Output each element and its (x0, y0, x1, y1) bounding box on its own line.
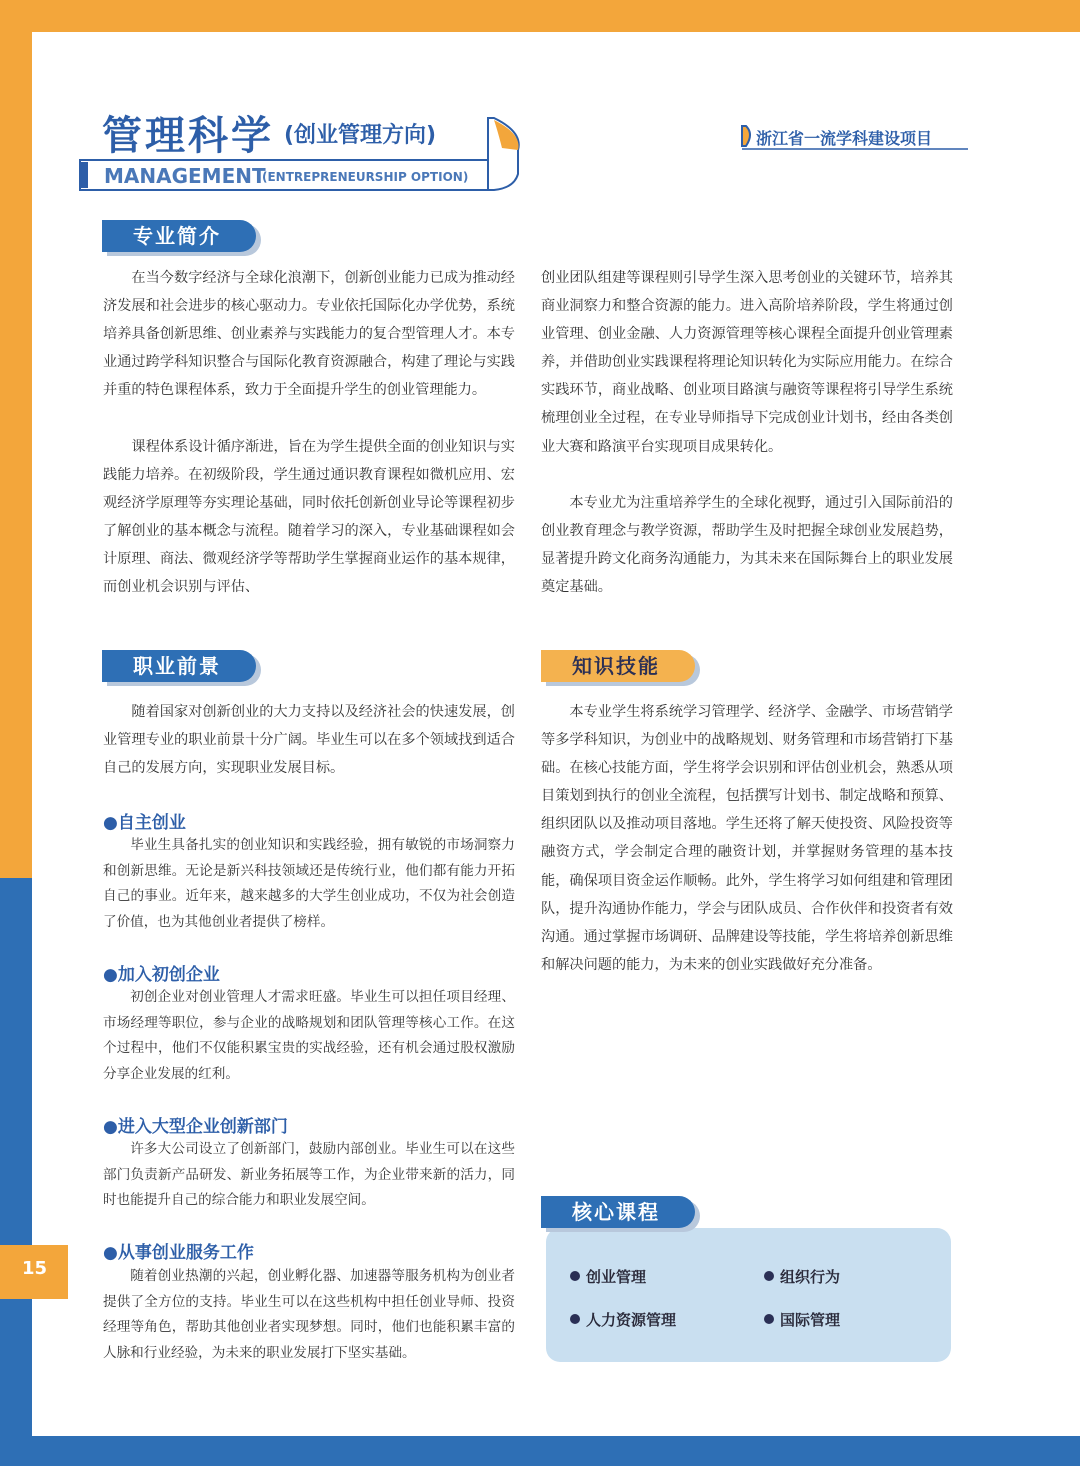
bullet-dot-icon (764, 1314, 774, 1324)
intro-paragraph-4: 本专业尤为注重培养学生的全球化视野，通过引入国际前沿的创业教育理念与教学资源，帮助学生及时把握全球创业发展趋势，显著提升跨文化商务沟通能力，为其未来在国际舞台上的职业发展奠定基础。 (541, 495, 953, 596)
bullet-dot-icon (570, 1314, 580, 1324)
bullet-dot-icon (764, 1271, 774, 1281)
career-item-text: 许多大公司设立了创新部门，鼓励内部创业。毕业生可以在这些部门负责新产品研发、新业务拓展等工作，为企业带来新的活力，同时也能提升自己的综合能力和职业发展空间。 (103, 1141, 515, 1209)
project-label: 浙江省一流学科建设项目 (756, 129, 933, 148)
section-heading-intro: 专业简介 (102, 220, 262, 258)
page-title: 管理科学 (102, 113, 274, 159)
core-course-item: 人力资源管理 (570, 1309, 676, 1330)
career-item-text: 随着创业热潮的兴起，创业孵化器、加速器等服务机构为创业者提供了全方位的支持。毕业生可以在这些机构中担任创业导师、投资经理等角色，帮助其他创业者实现梦想。同时，他们也能积累丰富的人脉和行业经验，为未来的职业发展打下坚实基础。 (103, 1268, 515, 1361)
page-subtitle-english: (ENTREPRENEURSHIP OPTION) (262, 170, 469, 184)
bullet-dot-icon (570, 1271, 580, 1281)
page-title-english: MANAGEMENT (104, 164, 266, 188)
page-number: 15 (22, 1258, 48, 1279)
core-course-item: 创业管理 (570, 1266, 646, 1287)
core-course-item: 国际管理 (764, 1309, 840, 1330)
core-courses-box (546, 1228, 951, 1362)
intro-paragraph-3: 创业团队组建等课程则引导学生深入思考创业的关键环节，培养其商业洞察力和整合资源的能力。进入高阶培养阶段，学生将通过创业管理、创业金融、人力资源管理等核心课程全面提升创业管理素养，并借助创业实践课程将理论知识转化为实际应用能力。在综合实践环节，商业战略、创业项目路演与融资等课程将引导学生系统梳理创业全过程，在专业导师指导下完成创业计划书，经由各类创业大赛和路演平台实现项目成果转化。 (541, 270, 953, 455)
career-item-title: ●从事创业服务工作 (103, 1243, 254, 1263)
career-item-text: 毕业生具备扎实的创业知识和实践经验，拥有敏锐的市场洞察力和创新思维。无论是新兴科技领域还是传统行业，他们都有能力开拓自己的事业。近年来，越来越多的大学生创业成功，不仅为社会创造了价值，也为其他创业者提供了榜样。 (103, 837, 515, 930)
intro-paragraph-1: 在当今数字经济与全球化浪潮下，创新创业能力已成为推动经济发展和社会进步的核心驱动力。专业依托国际化办学优势，系统培养具备创新思维、创业素养与实践能力的复合型管理人才。本专业通过跨学科知识整合与国际化教育资源融合，构建了理论与实践并重的特色课程体系，致力于全面提升学生的创业管理能力。 (103, 270, 515, 399)
page-subtitle: (创业管理方向) (284, 123, 437, 148)
skills-paragraph: 本专业学生将系统学习管理学、经济学、金融学、市场营销学等多学科知识，为创业中的战略规划、财务管理和市场营销打下基础。在核心技能方面，学生将学会识别和评估创业机会，熟悉从项目策划到执行的创业全流程，包括撰写计划书、制定战略和预算、组织团队以及推动项目落地。学生还将了解天使投资、风险投资等融资方式，学会制定合理的融资计划，并掌握财务管理的基本技能，确保项目资金运作顺畅。此外，学生将学习如何组建和管理团队，提升沟通协作能力，学会与团队成员、合作伙伴和投资者有效沟通。通过掌握市场调研、品牌建设等技能，学生将培养创新思维和解决问题的能力，为未来的创业实践做好充分准备。 (541, 704, 953, 973)
intro-paragraph-2: 课程体系设计循序渐进，旨在为学生提供全面的创业知识与实践能力培养。在初级阶段，学生通过通识教育课程如微机应用、宏观经济学原理等夯实理论基础，同时依托创新创业导论等课程初步了解创业的基本概念与流程。随着学习的深入，专业基础课程如会计原理、商法、微观经济学等帮助学生掌握商业运作的基本规律，而创业机会识别与评估、 (103, 439, 515, 596)
career-item-title: ●加入初创企业 (103, 965, 220, 985)
core-course-item: 组织行为 (764, 1266, 840, 1287)
career-intro: 随着国家对创新创业的大力支持以及经济社会的快速发展，创业管理专业的职业前景十分广阔。毕业生可以在多个领域找到适合自己的发展方向，实现职业发展目标。 (103, 704, 515, 777)
bottom-blue-band (0, 1436, 1080, 1466)
section-heading-skills: 知识技能 (541, 650, 701, 688)
career-item-title: ●自主创业 (103, 813, 186, 833)
section-heading-core: 核心课程 (541, 1196, 701, 1234)
career-item-text: 初创企业对创业管理人才需求旺盛。毕业生可以担任项目经理、市场经理等职位，参与企业的战略规划和团队管理等核心工作。在这个过程中，他们不仅能积累宝贵的实战经验，还有机会通过股权激励分享企业发展的红利。 (103, 989, 515, 1082)
career-item-title: ●进入大型企业创新部门 (103, 1117, 288, 1137)
section-heading-career: 职业前景 (102, 650, 262, 688)
